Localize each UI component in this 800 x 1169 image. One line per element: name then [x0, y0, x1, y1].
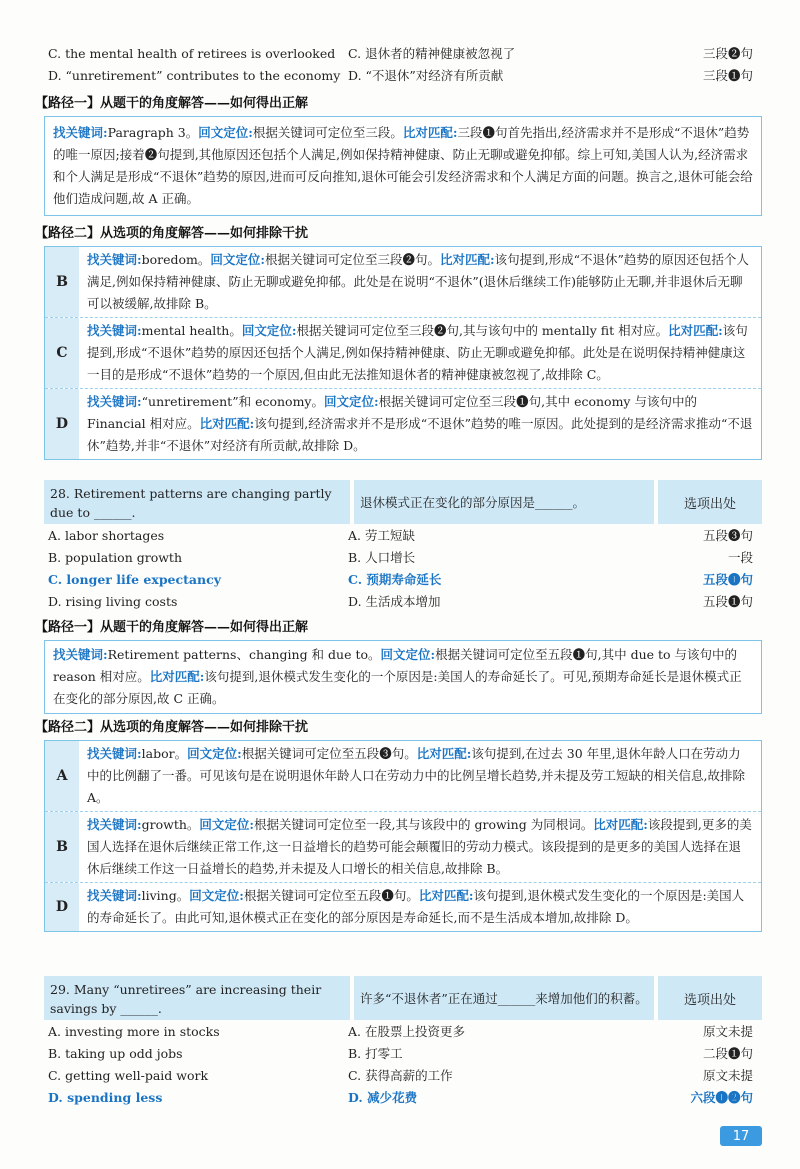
- q28-header: [44, 480, 762, 524]
- option-analysis-text: [79, 741, 761, 811]
- keyword-text: “unretirement”和 economy。: [141, 394, 324, 409]
- keyword-label: 找关键词:: [87, 817, 142, 832]
- match-text: 三段❶句首先指出,经济需求并不是形成“不退休”趋势的唯一原因;接着❷句提到,其他原因还包括个人满足,例如保持精神健康、防止无聊或避免抑郁。综上可知,美国人认为,经济需求和个人满足是形成“不退休”趋势的原因,进而可反向推知,退休可能会引发经济需求和个人满足方面的问题。换言之,退休可能会给他们造成问题,故 A 正确。: [53, 125, 753, 206]
- correct-option-row: [48, 1086, 753, 1108]
- option-en: D. “unretirement” contributes to the economy: [48, 67, 341, 83]
- option-analysis-a: [45, 741, 761, 812]
- option-analysis-text: [79, 883, 761, 931]
- match-text: 该句提到,退休模式发生变化的一个原因是:美国人的寿命延长了。由此可知,退休模式正在变化的部分原因是寿命延长,而不是生活成本增加,故排除 D。: [87, 888, 745, 925]
- locate-text: 根据关键词可定位至三段。: [252, 125, 403, 140]
- match-label: 比对匹配:: [593, 817, 648, 832]
- option-en: B. taking up odd jobs: [48, 1045, 183, 1061]
- question-zh: 许多“不退休者”正在通过______来增加他们的积蓄。: [354, 976, 654, 1020]
- keyword-label: 找关键词:: [87, 394, 142, 409]
- match-label: 比对匹配:: [440, 252, 495, 267]
- option-analysis-d: [45, 883, 761, 931]
- option-en: A. labor shortages: [48, 527, 165, 543]
- keyword-label: 找关键词:: [87, 323, 142, 338]
- option-letter: A: [45, 741, 79, 811]
- locate-label: 回文定位:: [199, 817, 255, 832]
- option-letter: C: [45, 318, 79, 388]
- locate-text: 根据关键词可定位至三段❷句,其与该句中的 mentally fit 相对应。: [296, 323, 669, 338]
- option-zh: D. 减少花费: [348, 1090, 418, 1105]
- option-en: B. population growth: [48, 549, 183, 565]
- q29-header: [44, 976, 762, 1020]
- locate-text: 根据关键词可定位至一段,其与该段中的 growing 为同根词。: [254, 817, 594, 832]
- option-row: [48, 590, 753, 612]
- locate-text: 根据关键词可定位至三段❷句。: [265, 252, 441, 267]
- question-en: 28. Retirement patterns are changing partly due to ______.: [44, 480, 350, 524]
- q27-path1-box: [44, 116, 762, 216]
- option-source: 一段: [727, 550, 753, 565]
- locate-label: 回文定位:: [380, 647, 436, 662]
- path1-heading: 【路径一】从题干的角度解答——如何得出正解: [35, 620, 309, 635]
- path1-text: [53, 644, 753, 710]
- match-label: 比对匹配:: [402, 125, 458, 140]
- locate-label: 回文定位:: [198, 125, 253, 140]
- locate-text: 根据关键词可定位至五段❶句。: [243, 888, 419, 903]
- option-zh: D. 生活成本增加: [348, 594, 441, 609]
- locate-text: 根据关键词可定位至三段❶句,其中 economy 与该句中的 Financial 相对应。: [87, 394, 697, 431]
- option-zh: B. 打零工: [348, 1046, 403, 1061]
- option-source: 三段❶句: [702, 68, 753, 83]
- keyword-text: labor。: [141, 746, 188, 761]
- option-analysis-c: [45, 318, 761, 389]
- match-text: 该句提到,退休模式发生变化的一个原因是:美国人的寿命延长了。可见,预期寿命延长是退休模式正在变化的部分原因,故 C 正确。: [53, 669, 742, 706]
- option-en: D. rising living costs: [48, 593, 178, 609]
- option-letter: B: [45, 247, 79, 317]
- option-source: 五段❶句: [702, 572, 753, 587]
- locate-text: 根据关键词可定位至五段❶句,其中 due to 与该句中的 reason 相对应。: [53, 647, 738, 684]
- option-zh: C. 获得高薪的工作: [348, 1068, 453, 1083]
- question-en: 29. Many “unretirees” are increasing their savings by ______.: [44, 976, 350, 1020]
- keyword-label: 找关键词:: [87, 252, 142, 267]
- option-row: [48, 524, 753, 546]
- option-analysis-b: [45, 247, 761, 318]
- option-analysis-text: [79, 812, 761, 882]
- keyword-text: growth。: [141, 817, 200, 832]
- locate-label: 回文定位:: [210, 252, 266, 267]
- option-row: [48, 42, 753, 64]
- question-zh: 退休模式正在变化的部分原因是______。: [354, 480, 654, 524]
- option-letter: B: [45, 812, 79, 882]
- keyword-label: 找关键词:: [53, 647, 108, 662]
- option-source: 三段❷句: [702, 46, 753, 61]
- path1-heading: 【路径一】从题干的角度解答——如何得出正解: [35, 96, 309, 111]
- option-analysis-d: [45, 389, 761, 459]
- option-en: A. investing more in stocks: [48, 1023, 220, 1039]
- option-zh: C. 预期寿命延长: [348, 572, 442, 587]
- option-en: C. the mental health of retirees is overlooked: [48, 45, 336, 61]
- keyword-label: 找关键词:: [87, 746, 142, 761]
- page-number: 17: [720, 1126, 762, 1146]
- option-analysis-b: [45, 812, 761, 883]
- match-label: 比对匹配:: [149, 669, 205, 684]
- option-en: C. longer life expectancy: [48, 571, 221, 587]
- match-text: 该句提到,形成“不退休”趋势的原因还包括个人满足,例如保持精神健康、防止无聊或避免抑郁。此处是在说明“不退休”(退休后继续工作)能够防止无聊,并非退休后无聊可以被缓解,故排除 B。: [87, 252, 749, 311]
- option-zh: C. 退休者的精神健康被忽视了: [348, 46, 516, 61]
- keyword-label: 找关键词:: [87, 888, 142, 903]
- option-analysis-text: [79, 318, 761, 388]
- q28-path2-box: [44, 740, 762, 932]
- option-letter: D: [45, 389, 79, 459]
- option-en: C. getting well-paid work: [48, 1067, 209, 1083]
- option-analysis-text: [79, 389, 761, 459]
- option-source: 二段❶句: [702, 1046, 753, 1061]
- keyword-text: living。: [141, 888, 190, 903]
- option-row: [48, 546, 753, 568]
- match-label: 比对匹配:: [199, 416, 255, 431]
- match-text: 该段提到,更多的美国人选择在退休后继续正常工作,这一日益增长的趋势可能会颠覆旧的劳动力模式。该段提到的是更多的美国人选择在退休后继续工作这一日益增长的趋势,并未提及人口增长的相关信息,故排除 B。: [87, 817, 752, 876]
- locate-label: 回文定位:: [241, 323, 297, 338]
- option-row: [48, 64, 753, 86]
- option-zh: B. 人口增长: [348, 550, 416, 565]
- locate-label: 回文定位:: [189, 888, 244, 903]
- source-header: 选项出处: [658, 480, 762, 524]
- option-source: 原文未提: [702, 1068, 753, 1083]
- option-source: 原文未提: [702, 1024, 753, 1039]
- path2-heading: 【路径二】从选项的角度解答——如何排除干扰: [35, 226, 309, 241]
- option-analysis-text: [79, 247, 761, 317]
- locate-label: 回文定位:: [324, 394, 379, 409]
- option-letter: D: [45, 883, 79, 931]
- q28-path1-box: [44, 640, 762, 714]
- keyword-text: boredom。: [141, 252, 211, 267]
- path2-heading: 【路径二】从选项的角度解答——如何排除干扰: [35, 720, 309, 735]
- match-label: 比对匹配:: [416, 746, 472, 761]
- locate-text: 根据关键词可定位至五段❸句。: [241, 746, 417, 761]
- path1-text: [53, 122, 753, 210]
- option-zh: D. “不退休”对经济有所贡献: [348, 68, 504, 83]
- source-header: 选项出处: [658, 976, 762, 1020]
- keyword-text: mental health。: [141, 323, 242, 338]
- option-row: [48, 1064, 753, 1086]
- match-text: 该句提到,经济需求并不是形成“不退休”趋势的唯一原因。此处提到的是经济需求推动“不退休”趋势,并非“不退休”对经济有所贡献,故排除 D。: [87, 416, 753, 453]
- option-row: [48, 1042, 753, 1064]
- locate-label: 回文定位:: [187, 746, 242, 761]
- option-source: 六段❶❷句: [690, 1090, 753, 1105]
- keyword-label: 找关键词:: [53, 125, 108, 140]
- option-zh: A. 劳工短缺: [348, 528, 415, 543]
- match-text: 该句提到,形成“不退休”趋势的原因还包括个人满足,例如保持精神健康、防止无聊或避免抑郁。此处是在说明保持精神健康这一目的是形成“不退休”趋势的一个原因,但由此无法推知退休者的精神健康被忽视了,故排除 C。: [87, 323, 748, 382]
- keyword-text: Retirement patterns、changing 和 due to。: [107, 647, 381, 662]
- correct-option-row: [48, 568, 753, 590]
- option-source: 五段❸句: [702, 528, 753, 543]
- option-zh: A. 在股票上投资更多: [348, 1024, 465, 1039]
- match-label: 比对匹配:: [418, 888, 474, 903]
- option-source: 五段❶句: [702, 594, 753, 609]
- match-text: 该句提到,在过去 30 年里,退休年龄人口在劳动力中的比例翻了一番。可见该句是在说明退休年龄人口在劳动力中的比例呈增长趋势,并未提及劳工短缺的相关信息,故排除 A。: [87, 746, 745, 805]
- keyword-text: Paragraph 3。: [107, 125, 199, 140]
- q27-path2-box: [44, 246, 762, 460]
- match-label: 比对匹配:: [668, 323, 723, 338]
- option-row: [48, 1020, 753, 1042]
- option-en: D. spending less: [48, 1089, 163, 1105]
